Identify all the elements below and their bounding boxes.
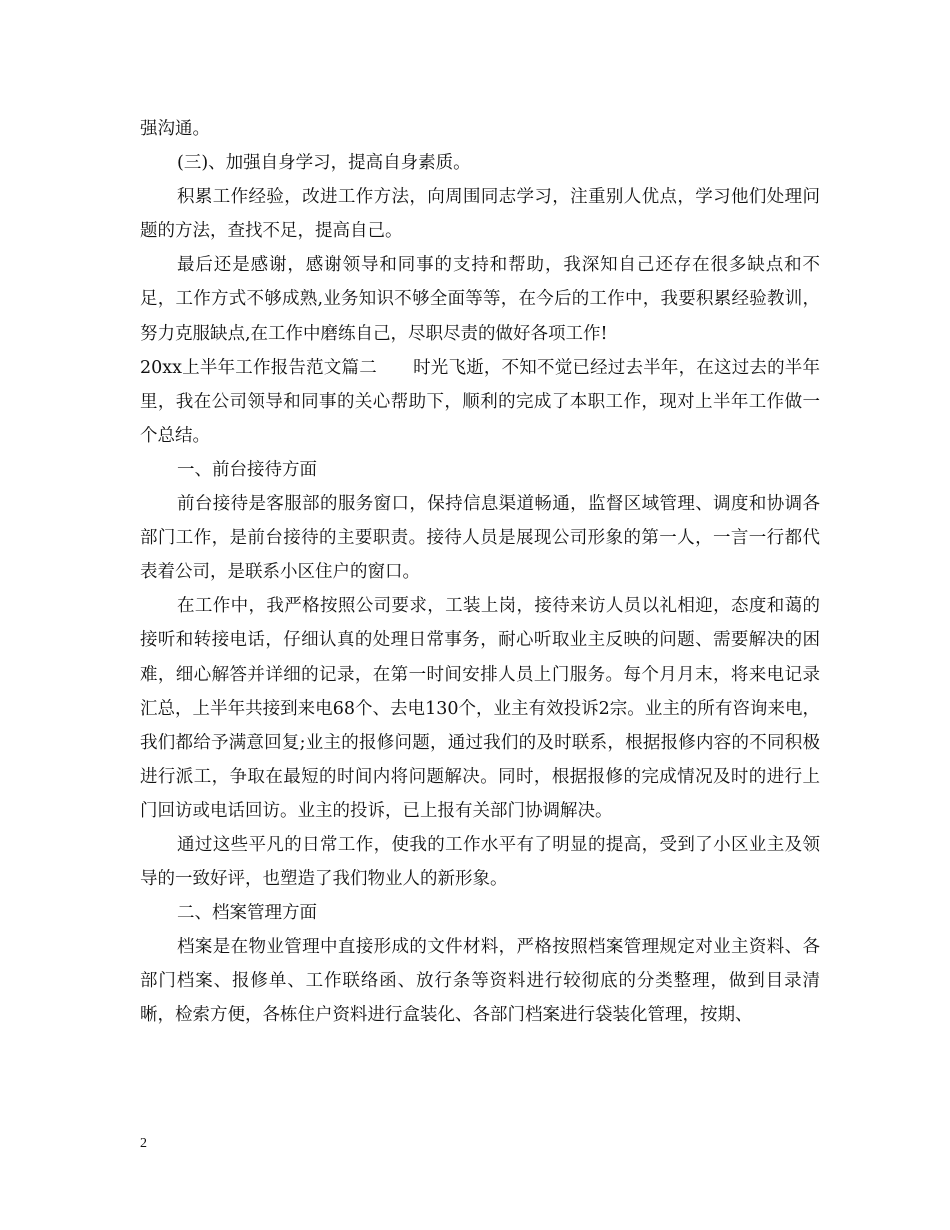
paragraph-text: 最后还是感谢，感谢领导和同事的支持和帮助，我深知自己还存在很多缺点和不足，工作方式不够成熟,业务知识不够全面等等，在今后的工作中，我要积累经验教训，努力克服缺点,在工作中磨练自己，尽职尽责的做好各项工作! (140, 255, 820, 344)
paragraph-2 (140, 146, 820, 180)
paragraph-5 (140, 351, 820, 453)
paragraph-text: 积累工作经验，改进工作方法，向周围同志学习，注重别人优点，学习他们处理问题的方法，查找不足，提高自己。 (140, 187, 820, 242)
paragraph-9 (140, 828, 820, 896)
paragraph-11 (140, 930, 820, 1032)
paragraph-7 (140, 487, 820, 589)
paragraph-10 (140, 896, 820, 930)
section-heading: 二、档案管理方面 (177, 903, 317, 924)
paragraph-text: 在工作中，我严格按照公司要求，工装上岗，接待来访人员以礼相迎，态度和蔼的接听和转接电话，仔细认真的处理日常事务，耐心听取业主反映的问题、需要解决的困难，细心解答并详细的记录，在第一时间安排人员上门服务。每个月月末，将来电记录汇总，上半年共接到来电68个、去电130个，业主有效投诉2宗。业主的所有咨询来电，我们都给予满意回复;业主的报修问题，通过我们的及时联系，根据报修内容的不同积极进行派工，争取在最短的时间内将问题解决。同时，根据报修的完成情况及时的进行上门回访或电话回访。业主的投诉，已上报有关部门协调解决。 (140, 596, 820, 821)
section-heading: (三)、加强自身学习，提高自身素质。 (177, 153, 471, 174)
paragraph-text: 前台接待是客服部的服务窗口，保持信息渠道畅通，监督区域管理、调度和协调各部门工作，是前台接待的主要职责。接待人员是展现公司形象的第一人，一言一行都代表着公司，是联系小区住户的窗口。 (140, 494, 820, 583)
page-number: 2 (140, 1136, 147, 1151)
paragraph-text: 档案是在物业管理中直接形成的文件材料，严格按照档案管理规定对业主资料、各部门档案、报修单、工作联络函、放行条等资料进行较彻底的分类整理，做到目录清晰，检索方便，各栋住户资料进行盒装化、各部门档案进行袋装化管理，按期、 (140, 937, 820, 1026)
section-heading: 一、前台接待方面 (177, 459, 317, 480)
paragraph-text: 通过这些平凡的日常工作，使我的工作水平有了明显的提高，受到了小区业主及领导的一致好评，也塑造了我们物业人的新形象。 (140, 834, 820, 890)
paragraph-8 (140, 589, 820, 828)
paragraph-6 (140, 453, 820, 487)
paragraph-1 (140, 112, 820, 146)
article-title: 20xx上半年工作报告范文篇二 (140, 357, 377, 378)
paragraph-3 (140, 180, 820, 248)
document-body (140, 112, 820, 1033)
paragraph-text: 强沟通。 (140, 119, 210, 139)
paragraph-text: 时光飞逝，不知不觉已经过去半年，在这过去的半年里，我在公司领导和同事的关心帮助下，顺利的完成了本职工作，现对上半年工作做一个总结。 (140, 357, 820, 446)
paragraph-4 (140, 248, 820, 350)
